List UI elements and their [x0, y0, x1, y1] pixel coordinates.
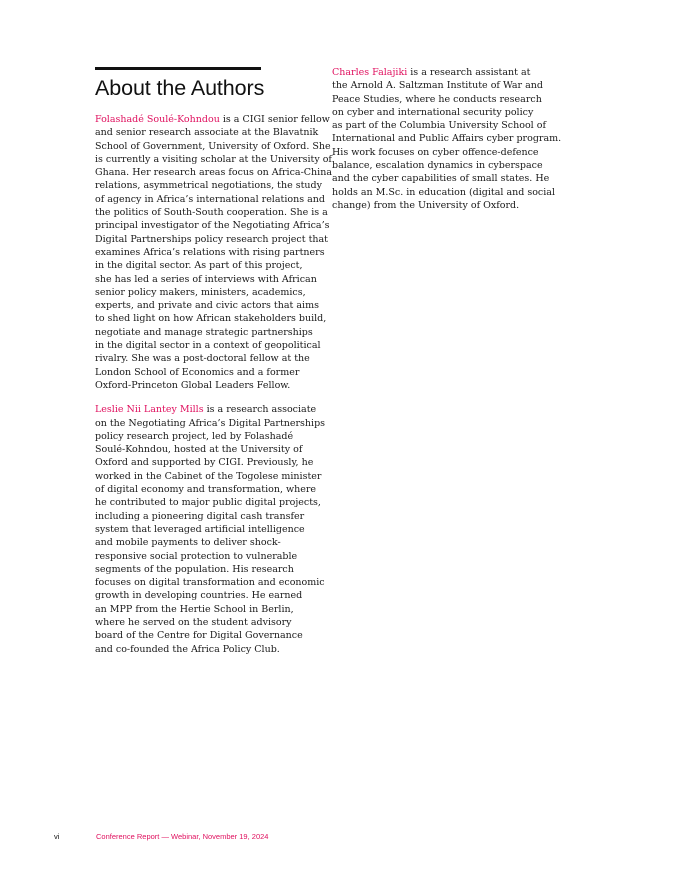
bio-line: board of the Centre for Digital Governance: [95, 630, 303, 642]
bio-line: and senior research associate at the Blavatnik: [95, 127, 319, 139]
bio-line: Digital Partnerships policy research project that: [95, 233, 328, 245]
bio-line: of digital economy and transformation, where: [95, 484, 317, 496]
author-bio: [95, 113, 332, 392]
bio-line: policy research project, led by Folashadé: [95, 430, 294, 442]
page-title: About the Authors: [95, 76, 265, 100]
bio-line: she has led a series of interviews with African: [95, 273, 317, 285]
author-name: Folashadé Soulé-Kohndou: [95, 114, 220, 125]
bio-line: senior policy makers, ministers, academics,: [95, 286, 306, 298]
bio-line: [95, 403, 323, 416]
bio-line: including a pioneering digital cash transfer: [95, 510, 305, 522]
bio-line: negotiate and manage strategic partnerships: [95, 326, 313, 338]
bio-line: International and Public Affairs cyber program.: [332, 133, 562, 145]
bio-line: experts, and private and civic actors that aims: [95, 300, 319, 312]
left-column: [95, 113, 332, 656]
bio-line: change) from the University of Oxford.: [332, 199, 520, 211]
right-column: [332, 66, 562, 212]
bio-line: principal investigator of the Negotiating Africa’s: [95, 220, 330, 232]
bio-line: School of Government, University of Oxford. She: [95, 140, 331, 152]
bio-line: is currently a visiting scholar at the University of: [95, 153, 332, 165]
bio-line: worked in the Cabinet of the Togolese minister: [95, 470, 322, 482]
bio-line: Peace Studies, where he conducts research: [332, 93, 542, 105]
bio-line: on the Negotiating Africa’s Digital Partnerships: [95, 417, 326, 429]
bio-line: balance, escalation dynamics in cyberspace: [332, 160, 543, 172]
bio-line: His work focuses on cyber offence-defence: [332, 146, 539, 158]
bio-line: Soulé-Kohndou, hosted at the University of: [95, 444, 303, 456]
bio-line: Oxford-Princeton Global Leaders Fellow.: [95, 379, 291, 391]
bio-line: in the digital sector in a context of geopolitical: [95, 340, 321, 352]
bio-line: Ghana. Her research areas focus on Africa-China: [95, 167, 332, 179]
page-number: vi: [54, 832, 60, 841]
bio-line: where he served on the student advisory: [95, 616, 292, 628]
bio-line: holds an M.Sc. in education (digital and social: [332, 186, 555, 198]
author-name: Leslie Nii Lantey Mills: [95, 404, 204, 416]
bio-line: rivalry. She was a post-doctoral fellow at the: [95, 353, 310, 365]
bio-line: he contributed to major public digital projects,: [95, 497, 321, 509]
bio-line: and mobile payments to deliver shock-: [95, 537, 281, 549]
bio-line: system that leveraged artificial intelligence: [95, 523, 305, 535]
bio-line: responsive social protection to vulnerable: [95, 550, 298, 562]
footer-title: Conference Report — Webinar, November 19, 2024: [96, 832, 269, 841]
bio-line: and the cyber capabilities of small states. He: [332, 173, 550, 185]
bio-line: [332, 66, 562, 79]
bio-text: is a research assistant at: [407, 67, 531, 78]
author-bio: [95, 403, 326, 656]
bio-line: [95, 113, 330, 126]
bio-line: the politics of South-South cooperation. She is a: [95, 207, 328, 219]
heading-rule: [95, 67, 261, 70]
bio-line: growth in developing countries. He earned: [95, 590, 303, 602]
bio-line: the Arnold A. Saltzman Institute of War and: [332, 80, 543, 92]
bio-line: segments of the population. His research: [95, 563, 294, 575]
bio-line: to shed light on how African stakeholders build,: [95, 313, 327, 325]
bio-line: relations, asymmetrical negotiations, the study: [95, 180, 322, 192]
bio-line: Oxford and supported by CIGI. Previously, he: [95, 457, 314, 469]
bio-line: of agency in Africa’s international relations and: [95, 193, 325, 205]
bio-line: and co-founded the Africa Policy Club.: [95, 643, 280, 655]
bio-line: examines Africa’s relations with rising partners: [95, 246, 325, 258]
author-name: Charles Falajiki: [332, 67, 408, 78]
bio-line: an MPP from the Hertie School in Berlin,: [95, 603, 294, 615]
author-bio: [332, 66, 562, 212]
bio-line: as part of the Columbia University School of: [332, 120, 546, 132]
bio-text: is a research associate: [203, 404, 317, 416]
bio-line: on cyber and international security policy: [332, 106, 534, 118]
bio-text: is a CIGI senior fellow: [219, 114, 330, 125]
bio-line: in the digital sector. As part of this project,: [95, 260, 303, 272]
bio-line: London School of Economics and a former: [95, 366, 300, 378]
bio-line: focuses on digital transformation and economic: [95, 577, 325, 589]
